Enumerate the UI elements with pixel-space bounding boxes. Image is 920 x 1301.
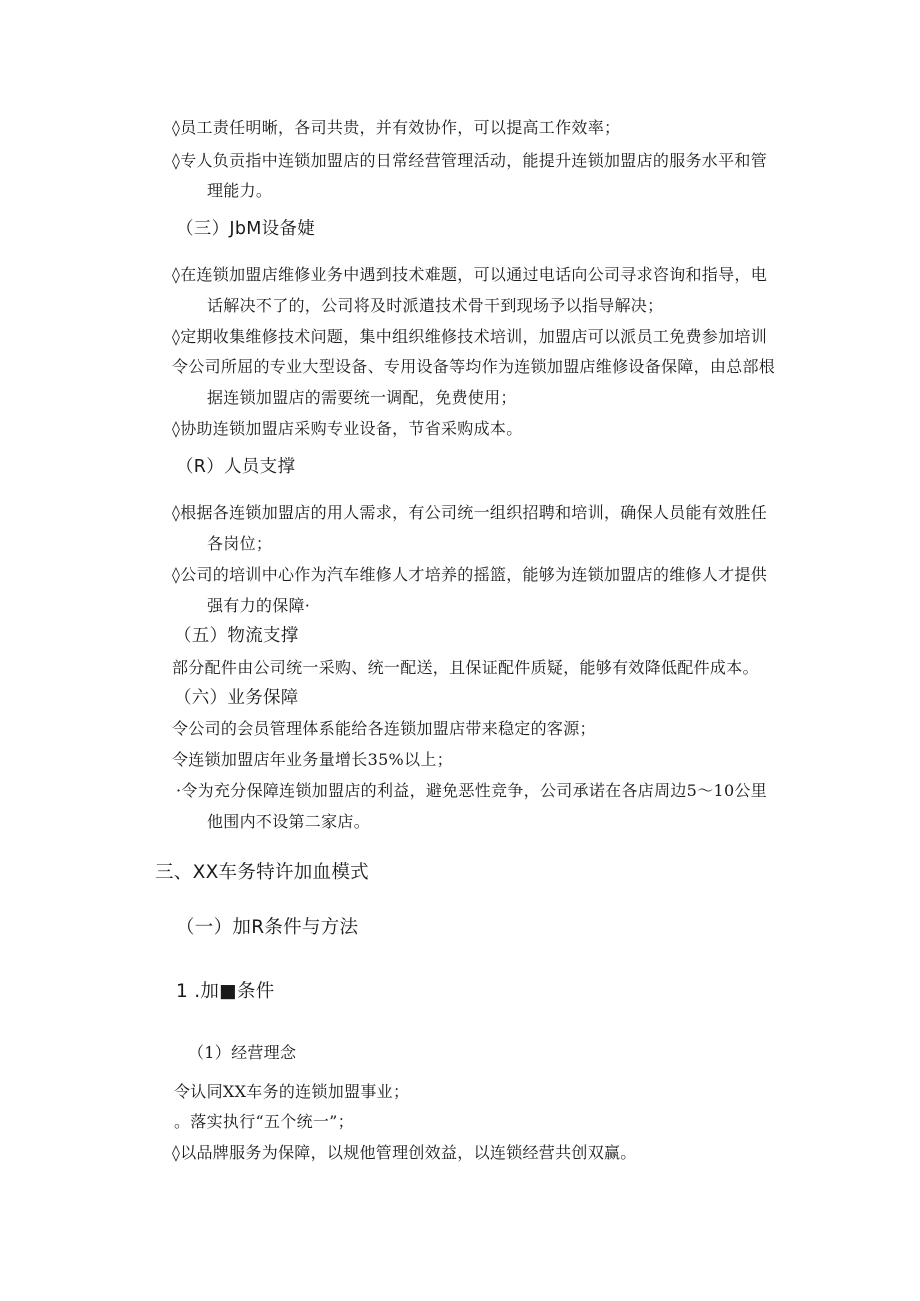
section-heading-franchise-mode: 三、XX车务特许加血模式 xyxy=(155,862,369,883)
item-business-philosophy: （1）经营理念 xyxy=(188,1043,297,1062)
bullet-dedicated-guidance: ◊专人负贡指中连锁加盟店的日常经营管理活动，能提升连锁加盟店的服务水平和管 xyxy=(172,151,768,170)
bullet-equipment-allocation: 令公司所屈的专业大型设备、专用设备等均作为连锁加盟店维修设备保障，由总部根 xyxy=(172,357,776,376)
item-join-conditions: 1 .加■条件 xyxy=(176,981,275,1002)
bullet-tech-training: ◊定期收集维修技术问题，集中组织维修技术培训，加盟店可以派员工免费参加培训 xyxy=(172,327,768,346)
bullet-training-center-cont: 强有力的保障· xyxy=(207,596,311,615)
bullet-member-system: 令公司的会员管理体系能给各连锁加盟店带来稳定的客源； xyxy=(172,719,596,738)
bullet-brand-service: ◊以品牌服务为保障，以规他管理创效益，以连锁经营共创双赢。 xyxy=(172,1143,637,1162)
bullet-no-second-store: ·令为充分保障连锁加盟店的利益，避免恶性竞争，公司承诺在各店周边5〜10公里 xyxy=(176,781,768,800)
bullet-five-unified: 。落实执行“五个统一”； xyxy=(174,1112,354,1131)
heading-equipment-support: （三）JbM设备婕 xyxy=(176,219,316,239)
bullet-training-center: ◊公司的培训中心作为汽车维修人才培养的摇篮，能够为连锁加盟店的维修人才提供 xyxy=(172,565,768,584)
bullet-dedicated-guidance-cont: 理能力。 xyxy=(207,181,273,200)
bullet-staff-responsibility: ◊员工责任明晰，各司共贵，并有效协作，可以提高工作效率； xyxy=(172,118,621,137)
bullet-equipment-allocation-cont: 据连锁加盟店的需要统一调配，免费使用； xyxy=(207,388,517,407)
bullet-accept-franchise: 令认同XX车务的连锁加盟事业； xyxy=(174,1082,410,1101)
para-parts-distribution: 部分配件由公司统一采购、统一配送，且保证配件质疑，能够有效降低配件成本。 xyxy=(172,658,759,677)
heading-personnel-support: （R）人员支撑 xyxy=(176,457,296,477)
heading-business-guarantee: （六）业务保障 xyxy=(174,688,299,708)
bullet-tech-difficulty: ◊在连锁加盟店维修业务中遇到技术难题，可以通过电话向公司寻求咨询和指导，电 xyxy=(172,265,768,284)
heading-logistics-support: （五）物流支撑 xyxy=(174,626,299,646)
bullet-equipment-purchase: ◊协助连锁加盟店采购专业设备，节省采购成本。 xyxy=(172,419,523,438)
subheading-join-conditions: （一）加R条件与方法 xyxy=(176,917,359,938)
bullet-business-growth: 令连锁加盟店年业务量增长35%以上； xyxy=(172,750,453,769)
bullet-recruitment: ◊根据各连锁加盟店的用人需求，有公司统一组织招聘和培训，确保人员能有效胜任 xyxy=(172,503,768,522)
bullet-tech-difficulty-cont: 话解决不了的，公司将及时派遣技术骨干到现场予以指导解决； xyxy=(207,296,664,315)
bullet-recruitment-cont: 各岗位； xyxy=(207,534,273,553)
bullet-no-second-store-cont: 他围内不设第二家店。 xyxy=(207,812,371,831)
